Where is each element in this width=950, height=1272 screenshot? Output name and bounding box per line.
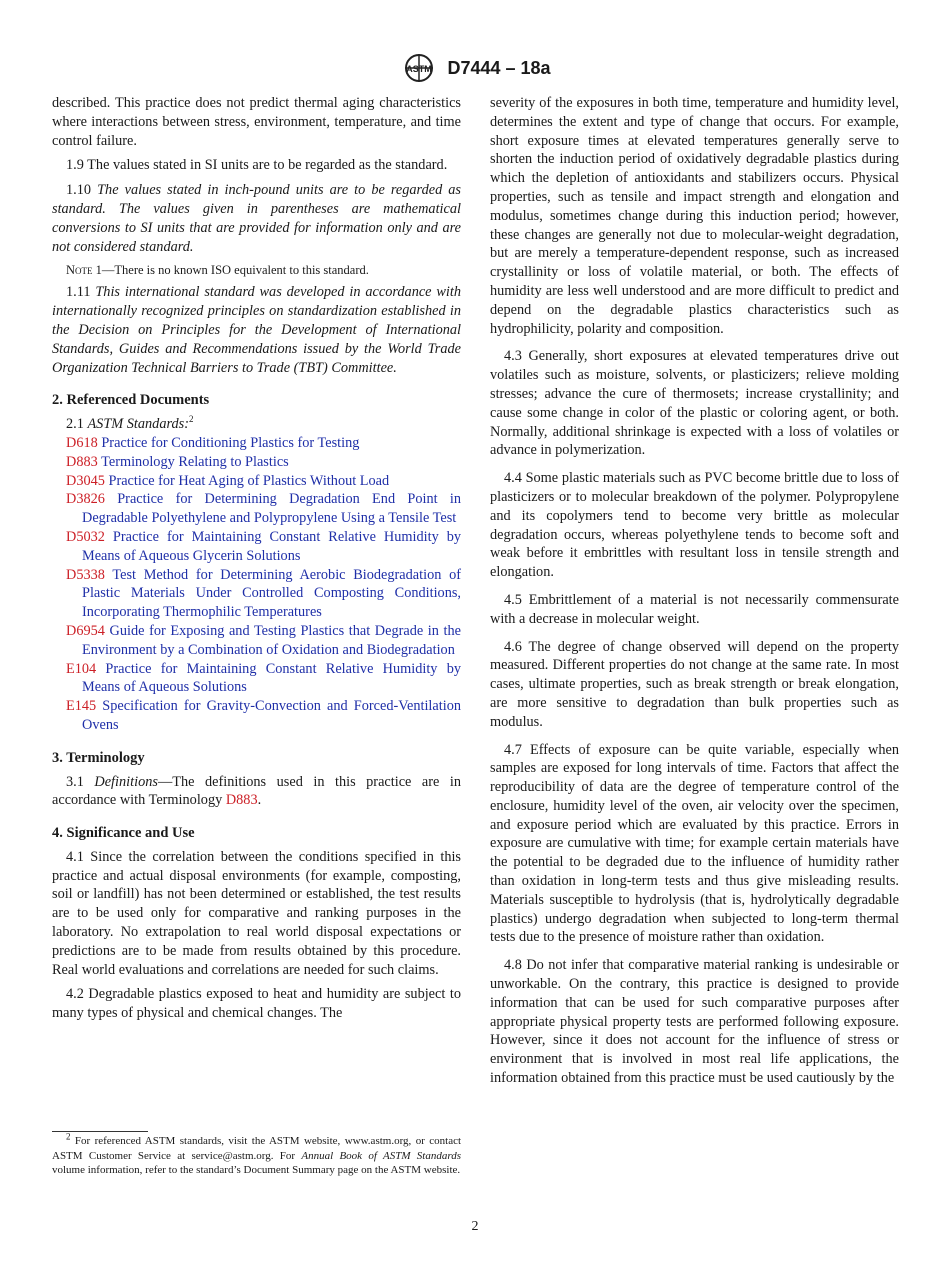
- reference-item[interactable]: E104 Practice for Maintaining Constant Relative Humidity by Means of Aqueous Solutions: [66, 660, 461, 696]
- section-4-heading: 4. Significance and Use: [52, 825, 195, 842]
- paragraph-4-1: 4.1 Since the correlation between the conditions specified in this practice and actual disposal environments (for example, composting, soil or landfill) has not been determined or established, the test results are to be used only for comparative and ranking purposes in the laboratory. No extrapolation to real world disposal expectations or predictions are to be made from results obtained by this procedure. Real world evaluations and correlations are needed for such claims.: [52, 848, 461, 978]
- paragraph-1-11: 1.11 This international standard was developed in accordance with internationally recognized principles on standardization established in the Decision on Principles for the Development of International Standards, Guides and Recommendations issued by the World Trade Organization Technical Barriers to Trade (TBT) Committee.: [52, 284, 462, 376]
- paragraph-2-1: 2.1 ASTM Standards:$^2$: [66, 414, 194, 433]
- paragraph-4-7: 4.7 Effects of exposure can be quite variable, especially when samples are exposed for long intervals of time. Factors that affect the reproducibility of data are the degree of temperature control of the enclosure, humidity level of the oven, air velocity over the specimen, and exposure period which are evaluated by this practice. Errors in exposure are cumulative with time; for example certain materials have the potential to be degraded due to the influence of humidity rather than oxidation in long-term tests and thus give misleading results. Materials susceptible to hydrolysis (that is, hydrolytically degradable plastics) undergo degradation when subjected to long-term thermal tests due to the presence of moisture rather than oxidation.: [490, 741, 899, 946]
- reference-item[interactable]: D618 Practice for Conditioning Plastics for Testing: [66, 434, 360, 451]
- reference-item[interactable]: D883 Terminology Relating to Plastics: [66, 453, 289, 470]
- paragraph-4-6: 4.6 The degree of change observed will depend on the property measured. Different properties do not change at the same rate. In most cases, ultimate properties, such as break strength or break elongation, are more sensitive to degradation than bulk properties such as modulus.: [490, 638, 899, 730]
- paragraph-4-3: 4.3 Generally, short exposures at elevated temperatures drive out volatiles such as moisture, solvents, or plasticizers; relieve molding stresses; advance the cure of thermosets; increase crystallinity; and cause some change in color of the plastic or coloring agent, or both. Normally, additional shrinkage is expected with a loss of volatiles or advance in polymerization.: [490, 348, 899, 459]
- section-2-heading: 2. Referenced Documents: [52, 392, 210, 409]
- note-1: Note 1—There is no known ISO equivalent to this standard.: [66, 263, 369, 278]
- reference-item[interactable]: E145 Specification for Gravity-Convection and Forced-Ventilation Ovens: [66, 698, 461, 733]
- right-column: [490, 94, 899, 1094]
- paragraph-3-1: 3.1 Definitions—The definitions used in this practice are in accordance with Terminology D883.: [52, 773, 461, 809]
- reference-item[interactable]: D3826 Practice for Determining Degradation End Point in Degradable Polyethylene and Polypropylene Using a Tensile Test: [66, 491, 462, 527]
- paragraph-1-9: 1.9 The values stated in SI units are to be regarded as the standard.: [66, 157, 448, 174]
- referenced-documents-list: [52, 434, 461, 735]
- paragraph-4-4: 4.4 Some plastic materials such as PVC become brittle due to loss of plasticizers or to molecular breakdown of the polymer. Polypropylene and its copolymers tend to become very brittle as molecular degradation occurs, whereas polyethylene tends to become soft and weak before it embrittles with resultant loss in tensile strength and elongation.: [490, 470, 899, 581]
- terminology-link[interactable]: D883: [225, 792, 258, 809]
- paragraph-4-2: 4.2 Degradable plastics exposed to heat and humidity are subject to many types of physical and chemical changes. The: [52, 986, 461, 1022]
- footnote-2: $^2$ For referenced ASTM standards, visit the ASTM website, www.astm.org, or contact ASTM Customer Service at service@astm.org. For Annual Book of ASTM Standards volume information, refer to the standard’s Document Summary page on the ASTM website.: [52, 1131, 462, 1176]
- page-header: [0, 52, 950, 84]
- paragraph-4-5: 4.5 Embrittlement of a material is not necessarily commensurate with a decrease in molecular weight.: [490, 591, 899, 627]
- section-3-heading: 3. Terminology: [52, 749, 145, 766]
- left-column: [52, 94, 461, 1029]
- reference-item[interactable]: D6954 Guide for Exposing and Testing Plastics that Degrade in the Environment by a Combination of Oxidation and Biodegradation: [66, 622, 461, 658]
- document-designation: D7444 – 18a: [447, 57, 551, 78]
- paragraph-4-8: 4.8 Do not infer that comparative material ranking is undesirable or unworkable. On the contrary, this practice is designed to provide information that can be used for such comparative purposes after appropriate physical property tests are performed following exposure. However, since it does not account for the influence of stress or environment that is involved in most real life applications, the information obtained from this practice must be used cautiously by the: [490, 957, 899, 1087]
- svg-text:ASTM: ASTM: [406, 64, 433, 74]
- astm-logo-icon: [399, 52, 439, 84]
- page-number: 2: [471, 1219, 479, 1234]
- paragraph-4-2-continued: severity of the exposures in both time, temperature and humidity level, determines the extent and type of change that occurs. For example, short exposure times at elevated temperatures generally serve to shorten the induction period of oxidatively degradable plastics during which the depletion of antioxidants and stabilizers occurs. Physical properties, such as tensile and impact strength and elongation and modulus, sometimes change during this induction period; however, these changes are generally not due to molecular-weight degradation, but are merely a temperature-dependent response, such as increased crystallinity or loss of volatile material, or both. The effects of humidity are less well understood and are more difficult to predict and depend on the degradable plastics characteristics such as hydrophilicity, polarity and composition.: [490, 95, 899, 337]
- paragraph-1-10: 1.10 The values stated in inch-pound units are to be regarded as standard. The values given in parentheses are mathematical conversions to SI units that are provided for information only and are not considered standard.: [52, 182, 461, 255]
- paragraph-1-8-continued: described. This practice does not predict thermal aging characteristics where interactions between stress, environment, temperature, and time control failure.: [52, 95, 461, 149]
- reference-item[interactable]: D5338 Test Method for Determining Aerobic Biodegradation of Plastic Materials Under Controlled Composting Conditions, Incorporating Thermophilic Temperatures: [66, 566, 461, 621]
- reference-item[interactable]: D3045 Practice for Heat Aging of Plastics Without Load: [66, 472, 390, 489]
- reference-item[interactable]: D5032 Practice for Maintaining Constant Relative Humidity by Means of Aqueous Glycerin Solutions: [66, 528, 462, 564]
